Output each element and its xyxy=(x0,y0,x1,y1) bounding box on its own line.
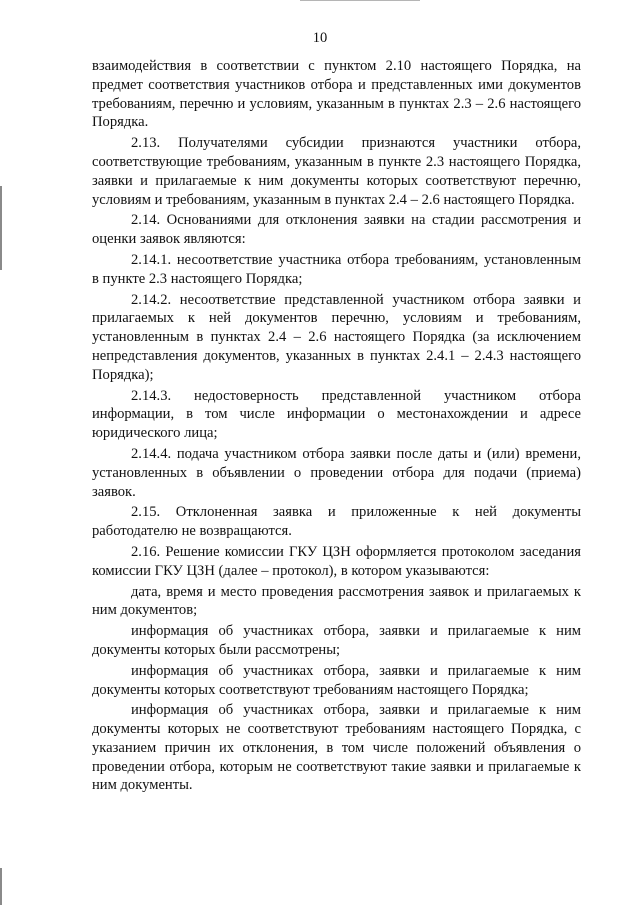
paragraph-2-14-3: 2.14.3. недостоверность представленной участником отбора информации, в том числе информации о местонахождении и адресе юридического лица; xyxy=(92,387,581,442)
paragraph-2-14: 2.14. Основаниями для отклонения заявки на стадии рассмотрения и оценки заявок являются: xyxy=(92,212,581,248)
scan-edge-mark-left-top xyxy=(0,186,2,270)
document-body xyxy=(92,57,581,797)
protocol-item-reviewed: информация об участниках отбора, заявки и прилагаемые к ним документы которых были рассмотрены; xyxy=(92,623,581,658)
paragraph-2-13: 2.13. Получателями субсидии признаются участники отбора, соответствующие требованиям, указанным в пункте 2.3 настоящего Порядка, заявки и прилагаемые к ним документы которых соответствуют перечню, условиям и требованиям, указанным в пунктах 2.4 – 2.6 настоящего Порядка. xyxy=(92,135,581,208)
protocol-item-compliant: информация об участниках отбора, заявки и прилагаемые к ним документы которых соответствуют требованиям настоящего Порядка; xyxy=(92,662,581,698)
paragraph-2-14-4: 2.14.4. подача участником отбора заявки после даты и (или) времени, установленных в объявлении о проведении отбора для подачи (приема) заявок. xyxy=(92,445,581,500)
paragraph-2-16: 2.16. Решение комиссии ГКУ ЦЗН оформляется протоколом заседания комиссии ГКУ ЦЗН (далее – протокол), в котором указываются: xyxy=(92,543,581,579)
scan-edge-mark-top xyxy=(300,0,420,1)
paragraph-2-14-1: 2.14.1. несоответствие участника отбора требованиям, установленным в пункте 2.3 настоящего Порядка; xyxy=(92,251,581,287)
paragraph-2-15: 2.15. Отклоненная заявка и приложенные к ней документы работодателю не возвращаются. xyxy=(92,504,581,540)
paragraph-continuation: взаимодействия в соответствии с пунктом 2.10 настоящего Порядка, на предмет соответствия участников отбора и представленных ими документов требованиям, перечню и условиям, указанным в пунктах 2.3 – 2.6 настоящего Порядка. xyxy=(92,58,581,131)
protocol-item-date: дата, время и место проведения рассмотрения заявок и прилагаемых к ним документов; xyxy=(92,583,581,619)
protocol-item-rejected: информация об участниках отбора, заявки и прилагаемые к ним документы которых не соответствуют требованиям настоящего Порядка, с указанием причин их отклонения, в том числе положений объявления о проведении отбора, которым не соответствуют такие заявки и прилагаемые к ним документы. xyxy=(92,702,581,794)
paragraph-2-14-2: 2.14.2. несоответствие представленной участником отбора заявки и прилагаемых к ней документов перечню, условиям и требованиям, установленным в пунктах 2.4 – 2.6 настоящего Порядка (за исключением непредставления документов, указанных в пунктах 2.4.1 – 2.4.3 настоящего Порядка); xyxy=(92,291,581,383)
page-number: 10 xyxy=(312,30,328,46)
scan-edge-mark-left-bottom xyxy=(0,868,2,905)
